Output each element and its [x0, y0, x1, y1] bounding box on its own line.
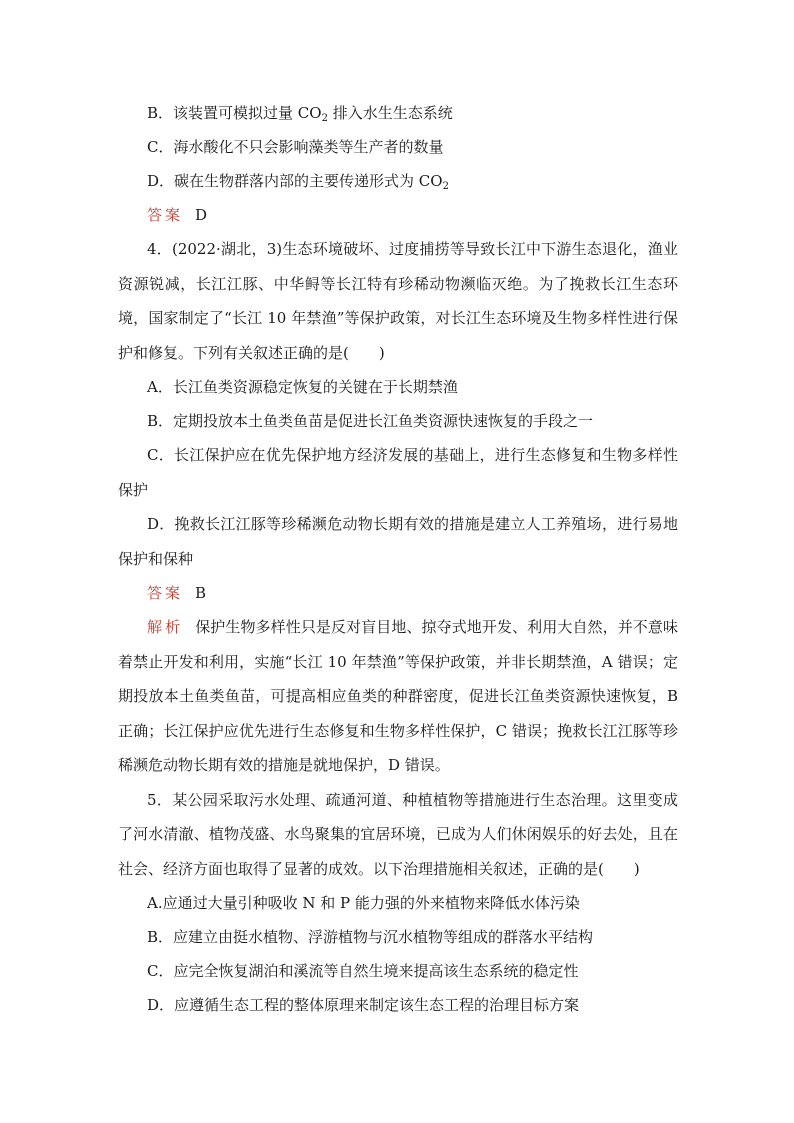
analysis-text: 保护生物多样性只是反对盲目地、掠夺式地开发、利用大自然，并不意味着禁止开发和利用，实施“长江 10 年禁渔”等保护政策，并非长期禁渔，A 错误；定期投放本土鱼类鱼苗，可提高相应鱼类的种群密度，促进长江鱼类资源快速恢复，B 正确；长江保护应优先进行生态修复和生物多样性保护，C 错误；挽救长江江豚等珍稀濒危动物长期有效的措施是就地保护，D 错误。 — [118, 618, 678, 774]
q4-analysis — [118, 610, 678, 783]
answer-value: B — [195, 584, 207, 602]
answer-label: 答案 — [147, 206, 184, 224]
q5-option-a: A.应通过大量引种吸收 N 和 P 能力强的外来植物来降低水体污染 — [147, 894, 580, 912]
co2-subscript: 2 — [321, 113, 328, 124]
q5-option-d: D．应遵循生态工程的整体原理来制定该生态工程的治理目标方案 — [147, 996, 580, 1014]
q4-option-d: D．挽救长江江豚等珍稀濒危动物长期有效的措施是建立人工养殖场，进行易地保护和保种 — [118, 515, 678, 568]
q4-stem: 4．(2022·湖北，3)生态环境破坏、过度捕捞等导致长江中下游生态退化，渔业资源锐减，长江江豚、中华鲟等长江特有珍稀动物濒临灭绝。为了挽救长江生态环境，国家制定了“长江 10 年禁渔”等保护政策，对长江生态环境及生物多样性进行保护和修复。下列有关叙述正确的是( ) — [118, 240, 678, 362]
q5-stem: 5．某公园采取污水处理、疏通河道、种植植物等措施进行生态治理。这里变成了河水清澈、植物茂盛、水鸟聚集的宜居环境，已成为人们休闲娱乐的好去处，且在社会、经济方面也取得了显著的成效。以下治理措施相关叙述，正确的是( ) — [118, 790, 678, 878]
q4-answer — [118, 576, 678, 610]
q3-option-c: C．海水酸化不只会影响藻类等生产者的数量 — [147, 138, 444, 156]
q3-option-b-text: B．该装置可模拟过量 CO — [147, 104, 322, 122]
q3-option-d-text: D．碳在生物群落内部的主要传递形式为 CO — [147, 172, 443, 190]
analysis-label: 解析 — [147, 618, 184, 636]
answer-label: 答案 — [147, 584, 184, 602]
q3-answer — [118, 198, 678, 232]
answer-value: D — [195, 206, 208, 224]
co2-subscript: 2 — [442, 181, 449, 192]
q3-option-b-text-end: 排入水生生态系统 — [327, 104, 453, 122]
q5-option-b: B．应建立由挺水植物、浮游植物与沉水植物等组成的群落水平结构 — [147, 928, 594, 946]
q4-option-b: B．定期投放本土鱼类鱼苗是促进长江鱼类资源快速恢复的手段之一 — [147, 412, 594, 430]
q4-option-a: A．长江鱼类资源稳定恢复的关键在于长期禁渔 — [147, 378, 458, 396]
q4-option-c: C．长江保护应在优先保护地方经济发展的基础上，进行生态修复和生物多样性保护 — [118, 446, 678, 499]
q5-option-c: C．应完全恢复湖泊和溪流等自然生境来提高该生态系统的稳定性 — [147, 962, 579, 980]
page-content — [118, 96, 678, 1022]
q3-option-b — [118, 96, 678, 130]
q3-option-d — [118, 164, 678, 198]
